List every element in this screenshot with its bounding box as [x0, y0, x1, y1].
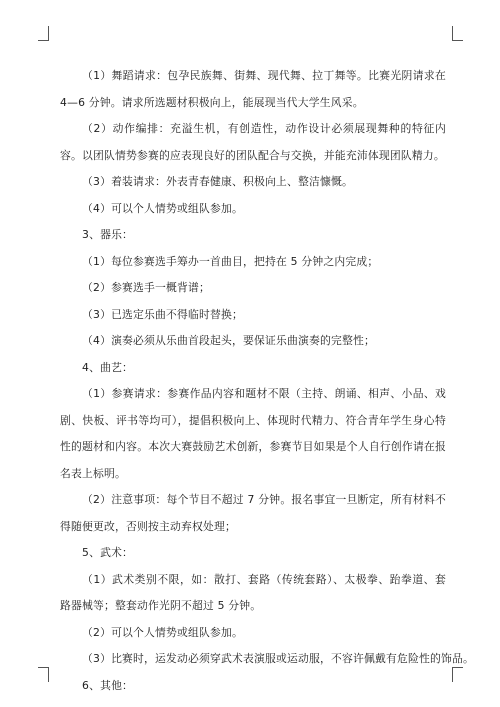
- paragraph-dance-requirements: （1）舞蹈请求：包孕民族舞、街舞、现代舞、拉丁舞等。比赛光阴请求在 4—6 分钟。请求所选题材积极向上，能展现当代大学生风采。: [60, 69, 446, 109]
- document-body: [60, 63, 474, 699]
- paragraph-quyi-requirements: （1）参赛请求：参赛作品内容和题材不限（主持、朗诵、相声、小品、戏剧、快板、评书等均可），提倡积极向上、体现时代精力、符合青年学生身心特性的题材和内容。本次大赛鼓励艺术创新，参赛节目如果是个人自行创作请在报名表上标明。: [60, 387, 446, 480]
- heading-instrumental: 3、器乐：: [82, 228, 134, 241]
- heading-martial-arts: 5、武术：: [82, 546, 134, 559]
- crop-mark-top-left: [38, 26, 49, 41]
- paragraph-martial-arts-1: （1）武术类别不限，如：散打、套路（传统套路）、太极拳、跆拳道、套路器械等；整套动作光阴不超过 5 分钟。: [60, 572, 446, 612]
- paragraph-quyi-notes: （2）注意事项：每个节目不超过 7 分钟。报名事宜一旦断定，所有材料不得随便更改，否则按主动弃权处理；: [60, 493, 446, 533]
- paragraph-instrumental-4: （4）演奏必须从乐曲首段起头，要保证乐曲演奏的完整性；: [82, 334, 375, 347]
- paragraph-costume: （3）着装请求：外表青春健康、积极向上、整洁慷慨。: [82, 175, 353, 188]
- heading-other: 6、其他：: [82, 678, 134, 692]
- heading-quyi: 4、曲艺：: [82, 360, 134, 374]
- paragraph-martial-arts-2: （2）可以个人情势或组队参加。: [82, 625, 244, 639]
- paragraph-instrumental-1: （1）每位参赛选手筹办一首曲目，把持在 5 分钟之内完成；: [82, 254, 379, 268]
- crop-mark-top-right: [452, 26, 463, 41]
- paragraph-martial-arts-3: （3）比赛时，运发动必须穿武术表演服或运动服，不容许佩戴有危险性的饰品。: [82, 652, 474, 665]
- paragraph-instrumental-2: （2）参赛选手一概背谱；: [82, 281, 211, 294]
- paragraph-participation: （4）可以个人情势或组队参加。: [82, 201, 244, 215]
- crop-mark-bottom-left: [38, 667, 49, 682]
- paragraph-instrumental-3: （3）已选定乐曲不得临时替换；: [82, 307, 244, 321]
- paragraph-choreography: （2）动作编排：充溢生机，有创造性，动作设计必须展现舞种的特征内容。以团队情势参赛的应表现良好的团队配合与交换，并能充沛体现团队精力。: [60, 122, 446, 162]
